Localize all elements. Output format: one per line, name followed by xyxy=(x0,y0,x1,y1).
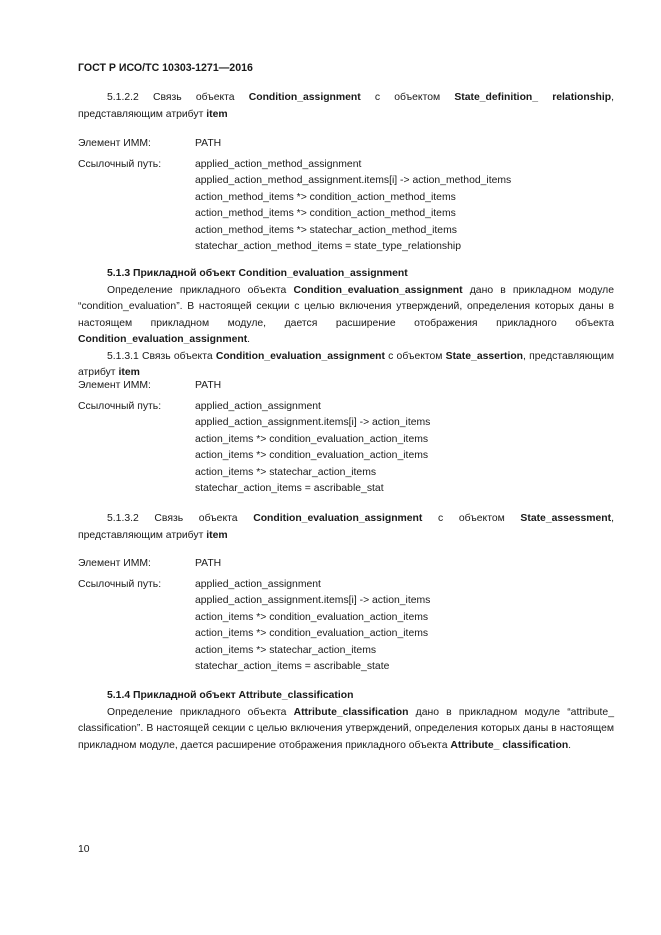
section-5-1-3 xyxy=(78,266,614,382)
ref-path-line: action_items *> condition_evaluation_action_items xyxy=(195,433,429,445)
paragraph: Определение прикладного объекта Attribute_classification дано в прикладном модуле “attribute_ classification”. В настоящей секции с целью включения утверждений, определения которых даны в настоящем прикладном модуле, дается расширение отображения прикладного объекта Attribute_ classification. xyxy=(78,706,614,751)
element-label: Элемент ИММ: xyxy=(78,380,151,391)
ref-path-line: action_items *> condition_evaluation_action_items xyxy=(195,450,429,461)
element-value: PATH xyxy=(195,138,222,149)
ref-path-line: action_method_items *> condition_action_method_items xyxy=(195,208,456,219)
mapping-table-3 xyxy=(78,556,614,676)
section-5-1-2-2 xyxy=(78,90,614,123)
section-5-1-4 xyxy=(78,688,614,754)
mapping-table-1 xyxy=(78,136,614,256)
ref-path-line: applied_action_assignment xyxy=(195,400,321,412)
ref-path-line: action_items *> statechar_action_items xyxy=(195,466,377,478)
ref-path-line: applied_action_assignment.items[i] -> action_items xyxy=(195,595,431,606)
ref-path-line: statechar_action_items = ascribable_stat xyxy=(195,483,384,494)
ref-path-line: applied_action_method_assignment xyxy=(195,158,362,170)
ref-path-label: Ссылочный путь: xyxy=(78,400,162,412)
element-label: Элемент ИММ: xyxy=(78,558,151,569)
paragraph: 5.1.2.2 Связь объекта Condition_assignment с объектом State_definition_ relationship, представляющим атрибут item xyxy=(78,92,614,120)
ref-path-label: Ссылочный путь: xyxy=(78,158,162,170)
mapping-table-2 xyxy=(78,378,614,498)
ref-path-line: applied_action_assignment xyxy=(195,578,321,590)
section-heading: 5.1.3 Прикладной объект Condition_evaluation_assignment xyxy=(107,268,408,279)
paragraph: 5.1.3.2 Связь объекта Condition_evaluation_assignment с объектом State_assessment, представляющим атрибут item xyxy=(78,513,614,541)
ref-path-line: applied_action_assignment.items[i] -> action_items xyxy=(195,417,431,428)
ref-path-line: action_method_items *> condition_action_method_items xyxy=(195,191,456,203)
element-label: Элемент ИММ: xyxy=(78,138,151,149)
document-header: ГОСТ Р ИСО/ТС 10303-1271—2016 xyxy=(78,62,253,74)
ref-path-line: statechar_action_items = ascribable_state xyxy=(195,661,390,672)
page-number: 10 xyxy=(78,844,90,855)
ref-path-line: action_method_items *> statechar_action_method_items xyxy=(195,224,457,236)
section-5-1-3-2 xyxy=(78,511,614,544)
ref-path-line: action_items *> statechar_action_items xyxy=(195,644,377,656)
section-heading: 5.1.4 Прикладной объект Attribute_classification xyxy=(107,690,354,701)
element-value: PATH xyxy=(195,558,222,569)
element-value: PATH xyxy=(195,380,222,391)
ref-path-line: action_items *> condition_evaluation_action_items xyxy=(195,628,429,639)
ref-path-line: action_items *> condition_evaluation_action_items xyxy=(195,611,429,623)
ref-path-line: statechar_action_method_items = state_type_relationship xyxy=(195,241,461,252)
paragraph: Определение прикладного объекта Condition_evaluation_assignment дано в прикладном модуле “condition_evaluation”. В настоящей секции с целью включения утверждений, определения которых даны в настоящем прикладном модуле, дается расширение отображения прикладного объекта Condition_evaluation_assignment. xyxy=(78,284,614,345)
paragraph: 5.1.3.1 Связь объекта Condition_evaluation_assignment с объектом State_assertion, представляющим атрибут item xyxy=(78,350,615,378)
ref-path-label: Ссылочный путь: xyxy=(78,578,162,590)
ref-path-line: applied_action_method_assignment.items[i] -> action_method_items xyxy=(195,175,512,186)
